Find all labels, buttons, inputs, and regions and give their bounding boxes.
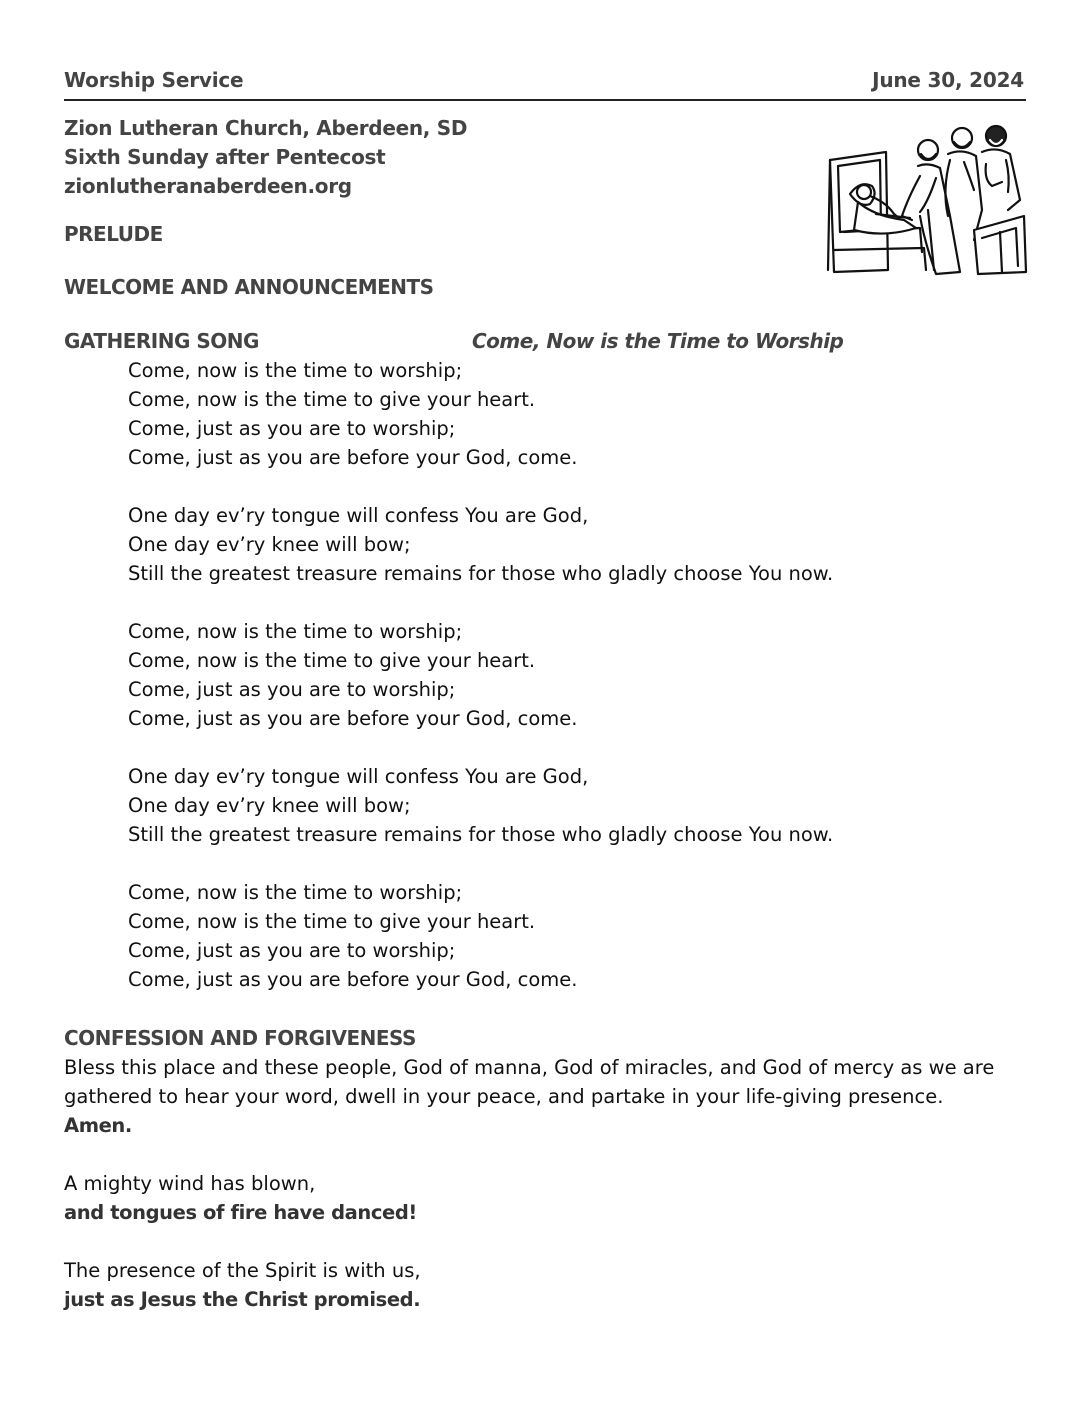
lyric-line: Come, just as you are to worship;: [128, 939, 456, 962]
prayer-line: Bless this place and these people, God of manna, God of miracles, and God of mercy as we are: [64, 1056, 995, 1079]
congregation-response: Amen.: [64, 1114, 132, 1137]
gathering-song-heading: GATHERING SONG: [64, 329, 259, 353]
lyrics-stanza: [128, 878, 833, 994]
church-info: [64, 114, 467, 201]
congregation-response: and tongues of fire have danced!: [64, 1201, 417, 1224]
header-title: Worship Service: [64, 68, 244, 92]
responsive-reading-2: [64, 1256, 421, 1314]
bedside-visit-illustration: [824, 120, 1028, 276]
responsive-reading-1: [64, 1169, 417, 1227]
confession-prayer: [64, 1053, 994, 1140]
lyric-line: Come, now is the time to worship;: [128, 881, 463, 904]
lyric-line: One day ev’ry knee will bow;: [128, 533, 411, 556]
lyrics-stanza: [128, 762, 833, 849]
lyric-line: Come, now is the time to worship;: [128, 359, 463, 382]
congregation-response: just as Jesus the Christ promised.: [64, 1288, 421, 1311]
lyrics-stanza: [128, 617, 833, 733]
lyric-line: Come, just as you are before your God, come.: [128, 968, 578, 991]
lyric-line: Come, just as you are to worship;: [128, 417, 456, 440]
lyric-line: Still the greatest treasure remains for those who gladly choose You now.: [128, 562, 834, 585]
church-name: Zion Lutheran Church, Aberdeen, SD: [64, 116, 468, 140]
lyric-line: Still the greatest treasure remains for those who gladly choose You now.: [128, 823, 834, 846]
page-header: [64, 67, 1026, 101]
lyric-line: Come, now is the time to give your heart.: [128, 649, 536, 672]
welcome-heading: WELCOME AND ANNOUNCEMENTS: [64, 275, 434, 299]
lyric-line: Come, just as you are to worship;: [128, 678, 456, 701]
leader-line: The presence of the Spirit is with us,: [64, 1259, 421, 1282]
lyric-line: One day ev’ry knee will bow;: [128, 794, 411, 817]
prayer-line: gathered to hear your word, dwell in your peace, and partake in your life-giving presence.: [64, 1085, 944, 1108]
church-website: zionlutheranaberdeen.org: [64, 174, 352, 198]
lyric-line: One day ev’ry tongue will confess You are God,: [128, 765, 589, 788]
lyric-line: Come, just as you are before your God, come.: [128, 446, 578, 469]
gathering-song-lyrics: [128, 356, 833, 1023]
lyrics-stanza: [128, 501, 833, 588]
confession-heading: CONFESSION AND FORGIVENESS: [64, 1026, 416, 1050]
liturgical-day: Sixth Sunday after Pentecost: [64, 145, 386, 169]
header-date: June 30, 2024: [872, 68, 1024, 92]
lyric-line: Come, now is the time to give your heart.: [128, 388, 536, 411]
lyric-line: One day ev’ry tongue will confess You are God,: [128, 504, 589, 527]
gathering-song-title: Come, Now is the Time to Worship: [472, 329, 844, 353]
lyric-line: Come, now is the time to worship;: [128, 620, 463, 643]
prelude-heading: PRELUDE: [64, 222, 163, 246]
leader-line: A mighty wind has blown,: [64, 1172, 316, 1195]
lyric-line: Come, now is the time to give your heart.: [128, 910, 536, 933]
lyric-line: Come, just as you are before your God, come.: [128, 707, 578, 730]
lyrics-stanza: [128, 356, 833, 472]
